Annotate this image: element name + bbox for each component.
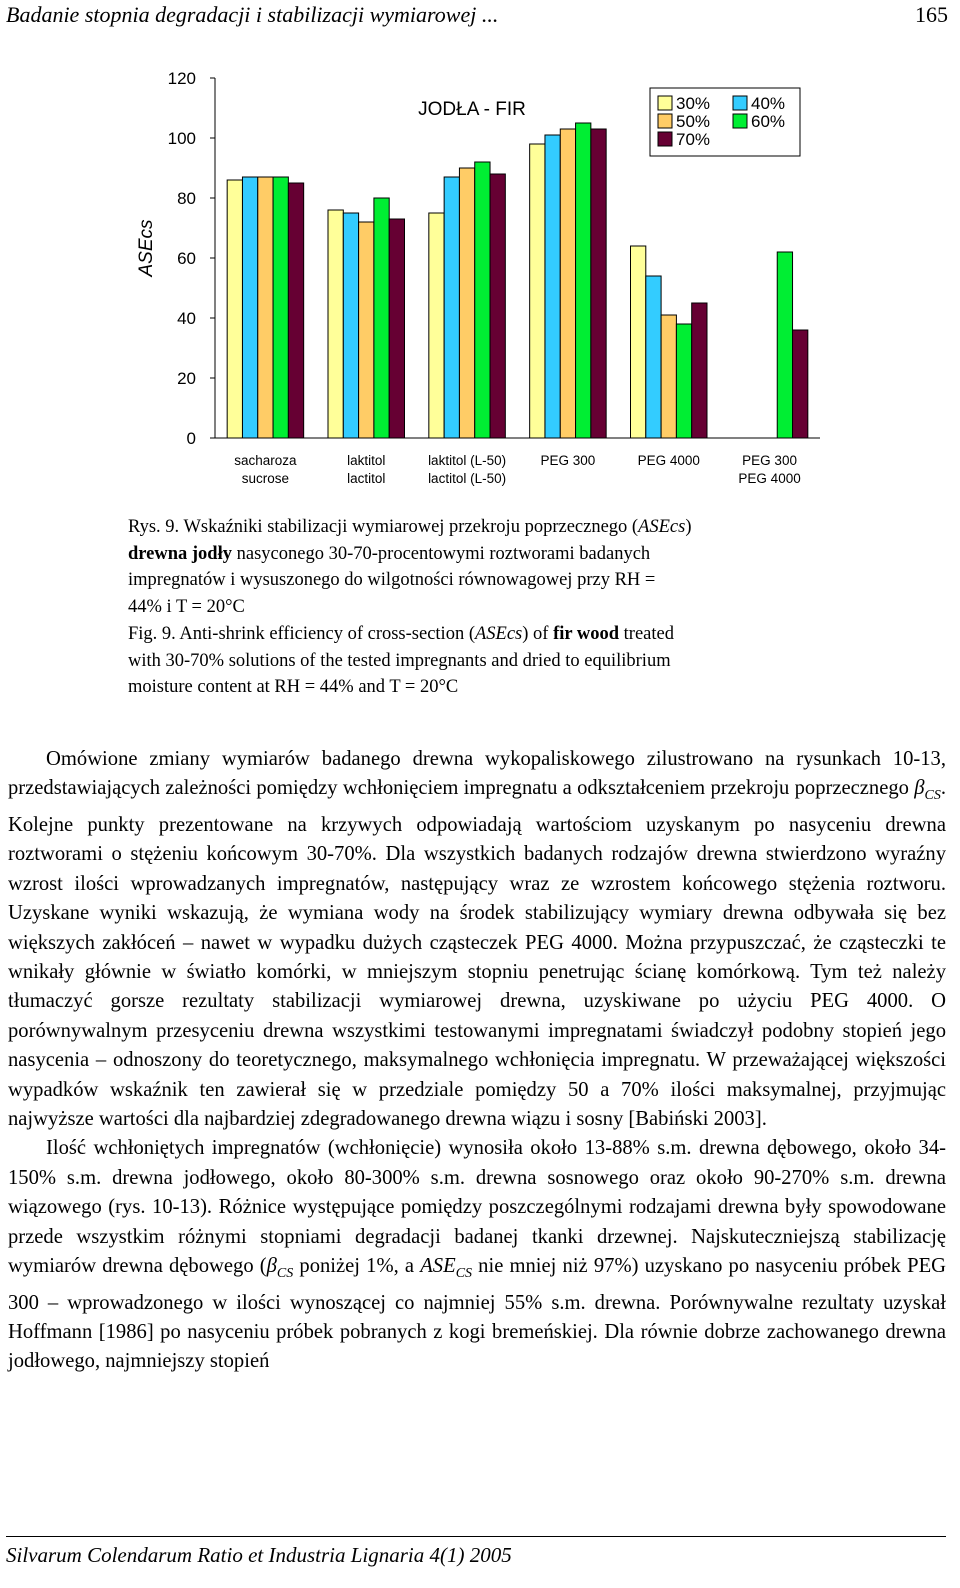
caption-en-line: Fig. 9. Anti-shrink efficiency of cross-section (ASEcs) of fir wood treated [128, 624, 674, 644]
bar-40pct-cat-1 [242, 177, 257, 438]
bar-30pct-cat-2 [328, 210, 343, 438]
legend-label-60pct: 60% [751, 112, 786, 131]
caption-pl-line: drewna jodły nasyconego 30-70-procentowymi roztworami badanych [128, 543, 651, 564]
bar-40pct-cat-4 [545, 135, 560, 438]
running-footer: Silvarum Colendarum Ratio et Industria Lignaria 4(1) 2005 [6, 1543, 512, 1567]
bar-30pct-cat-4 [530, 144, 545, 438]
category-label: PEG 4000 [738, 471, 801, 486]
body-paragraph-1: Omówione zmiany wymiarów badanego drewna wykopaliskowego zilustrowano na rysunkach 10-13, przedstawiających zależności pomiędzy wchłonięciem impregnatu a odkształceniem przekroju poprzecznego $\beta_{CS}$. Kolejne punkty prezentowane na krzywych odpowiadają wartościom uzyskanym po nasyceniu drewna roztworami o stężeniu końcowym 30-70%. Dla wszystkich badanych rodzajów drewna stwierdzono wyraźny wzrost ilości wprowadzanych impregnatów, następujący wraz ze wzrostem końcowego stężenia roztworu. Uzyskane wyniki wskazują, że wymiana wody na środek stabilizujący wymiary drewna odbywała się bez większych zakłóceń – nawet w wypadku dużych cząsteczek PEG 4000. Można przypuszczać, że cząsteczki te wnikały głównie w światło komórki, w mniejszym stopniu penetrując ścianę komórkową. Tym też należy tłumaczyć gorsze rezultaty stabilizacji wymiarowej drewna, uzyskiwane po użyciu PEG 4000. O porównywalnym przesyceniu drewna wszystkimi testowanymi impregnatami świadczył podobny stopień jego nasycenia – odnoszony do teoretycznego, maksymalnego wchłonięcia impregnatu. W przeważającej większości wypadków wskaźnik ten zawierał się w przedziale pomiędzy 50 a 70% ilości maksymalnej, przyjmując najwyższe wartości dla najbardziej zdegradowanego drewna wiązu i sosny [Babiński 2003]. [8, 748, 946, 1130]
bar-30pct-cat-3 [429, 213, 444, 438]
legend-swatch-50pct [658, 114, 672, 128]
legend-label-40pct: 40% [751, 94, 786, 113]
bar-60pct-cat-2 [374, 198, 389, 438]
category-label: PEG 300 [540, 453, 596, 468]
bar-30pct-cat-1 [227, 180, 242, 438]
bar-40pct-cat-3 [444, 177, 459, 438]
category-label: lactitol [347, 471, 386, 486]
caption-pl-line: Rys. 9. Wskaźniki stabilizacji wymiarowej przekroju poprzecznego (ASEcs) [128, 517, 692, 537]
y-tick-label: 40 [177, 309, 196, 328]
legend-swatch-30pct [658, 96, 672, 110]
category-label: sucrose [241, 471, 290, 486]
bar-70pct-cat-5 [692, 303, 707, 438]
caption-en-line: with 30-70% solutions of the tested impregnants and dried to equilibrium [128, 650, 671, 671]
bar-50pct-cat-1 [258, 177, 273, 438]
bar-50pct-cat-3 [459, 168, 474, 438]
page-number: 165 [915, 2, 948, 27]
y-tick-label: 100 [167, 129, 196, 148]
caption-pl-line: impregnatów i wysuszonego do wilgotności równowagowej przy RH = [128, 570, 656, 590]
y-tick-label: 60 [177, 249, 196, 268]
chart-title: JODŁA - FIR [418, 99, 526, 120]
bar-70pct-cat-2 [389, 219, 404, 438]
caption-en-line: moisture content at RH = 44% and T = 20°C [128, 677, 459, 697]
category-label: PEG 300 [742, 453, 797, 468]
footer-rule [6, 1536, 946, 1537]
bar-30pct-cat-5 [631, 246, 646, 438]
bar-40pct-cat-2 [343, 213, 358, 438]
bar-50pct-cat-4 [560, 129, 575, 438]
y-tick-label: 0 [186, 429, 196, 448]
y-tick-label: 80 [177, 189, 196, 208]
bar-70pct-cat-3 [490, 174, 505, 438]
legend-label-50pct: 50% [676, 112, 711, 131]
y-tick-label: 20 [177, 369, 196, 388]
bar-50pct-cat-5 [661, 315, 676, 438]
figure-caption-pl [128, 514, 832, 620]
chart-legend [650, 88, 800, 156]
bar-70pct-cat-4 [591, 129, 606, 438]
bar-60pct-cat-1 [273, 177, 288, 438]
bar-70pct-cat-1 [288, 183, 303, 438]
y-tick-label: 120 [167, 69, 196, 88]
chart-svg [120, 58, 840, 498]
body-paragraph-2: Ilość wchłoniętych impregnatów (wchłonięcie) wynosiła około 13-88% s.m. drewna dębowego, około 34-150% s.m. drewna jodłowego, około 80-300% s.m. drewna sosnowego oraz około 90-270% s.m. drewna wiązowego (rys. 10-13). Różnice występujące pomiędzy poszczególnymi rodzajami drewna były spowodowane przede wszystkim różnymi stopniami degradacji badanej tkanki drzewnej. Najskuteczniejszą stabilizację wymiarów drewna dębowego ($\beta_{CS}$ poniżej 1%, a $ASE_{CS}$ nie mniej niż 97%) uzyskano po nasyceniu próbek PEG 300 – wprowadzonego w ilości wynoszącej co najmniej 55% s.m. drewna. Porównywalne rezultaty uzyskał Hoffmann [1986] po nasyceniu próbek pobranych z kogi bremeńskiej. Dla równie dobrze zachowanego drewna jodłowego, najmniejszy stopień [8, 1137, 947, 1373]
running-header [6, 2, 952, 32]
bar-40pct-cat-5 [646, 276, 661, 438]
y-axis-label: ASEcs [136, 219, 157, 277]
figure-caption-en [128, 621, 832, 701]
bar-60pct-cat-5 [676, 324, 691, 438]
legend-swatch-70pct [658, 132, 672, 146]
bar-chart [120, 58, 840, 498]
caption-pl-line: 44% i T = 20°C [128, 596, 245, 617]
legend-label-30pct: 30% [676, 94, 711, 113]
category-label: laktitol (L-50) [428, 453, 507, 468]
category-label: sacharoza [234, 453, 297, 468]
bar-60pct-cat-3 [475, 162, 490, 438]
chart-bars [227, 123, 808, 438]
bar-60pct-cat-4 [576, 123, 591, 438]
category-label: laktitol [347, 453, 386, 468]
bar-50pct-cat-2 [359, 222, 374, 438]
category-label: lactitol (L-50) [428, 471, 507, 486]
body-text [8, 745, 946, 1377]
legend-swatch-60pct [733, 114, 747, 128]
legend-label-70pct: 70% [676, 130, 711, 149]
bar-70pct-cat-6 [793, 330, 808, 438]
legend-swatch-40pct [733, 96, 747, 110]
bar-60pct-cat-6 [777, 252, 792, 438]
category-label: PEG 4000 [637, 453, 700, 468]
running-title: Badanie stopnia degradacji i stabilizacji wymiarowej ... [6, 2, 499, 27]
